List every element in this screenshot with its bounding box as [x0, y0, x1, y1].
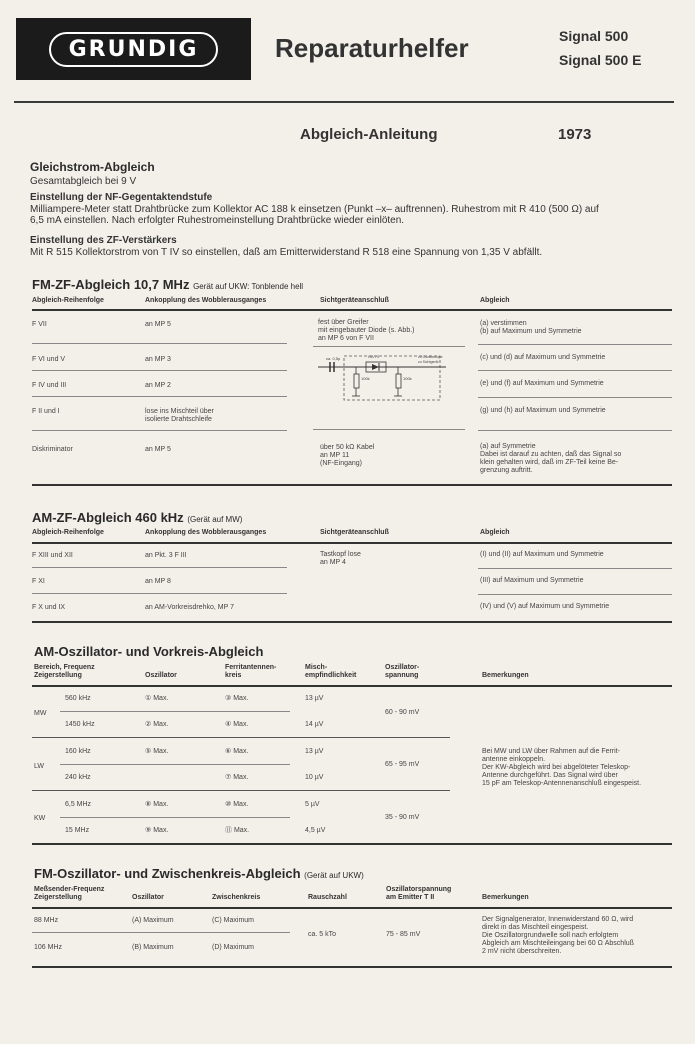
am-osc-band-lw: LW: [34, 763, 44, 770]
am-zf-row-seq: F X und IX: [32, 604, 66, 611]
header-rule: [14, 101, 674, 103]
year: 1973: [558, 126, 592, 143]
fm-zf-row-coupling: an MP 3: [145, 356, 171, 363]
am-osc-title: AM-Oszillator- und Vorkreis-Abgleich: [34, 644, 264, 659]
fm-osc-header-osc: Oszillator: [132, 894, 164, 901]
am-osc-row-osc: ⑧ Max.: [145, 801, 169, 808]
fm-zf-note: Gerät auf UKW: Tonblende hell: [193, 282, 304, 291]
am-zf-row-adjust: (III) auf Maximum und Symmetrie: [480, 577, 584, 584]
model-name-2: Signal 500 E: [559, 52, 642, 68]
model-name-1: Signal 500: [559, 28, 629, 44]
fm-zf-row-seq: Diskriminator: [32, 446, 73, 453]
fm-osc-header-noise: Rauschzahl: [308, 894, 347, 901]
am-zf-row-coupling: an MP 8: [145, 578, 171, 585]
am-osc-row-ferrit: ④ Max.: [225, 721, 249, 728]
fm-osc-title-text: FM-Oszillator- und Zwischenkreis-Abgleich: [34, 866, 301, 881]
am-osc-header-voltage: Oszillator- spannung: [385, 664, 420, 679]
am-zf-note: (Gerät auf MW): [187, 515, 243, 524]
fm-osc-row-freq: 106 MHz: [34, 944, 63, 951]
am-zf-title-text: AM-ZF-Abgleich 460 kHz: [32, 510, 184, 525]
am-zf-row-seq: F XI: [32, 578, 45, 585]
fm-osc-row-osc: (B) Maximum: [132, 944, 174, 951]
am-zf-row-coupling: an Pkt. 3 F III: [145, 552, 187, 559]
diagram-cap-label: ca. 0,5p: [326, 356, 341, 361]
am-zf-header-adjust: Abgleich: [480, 529, 510, 536]
am-osc-row-osc: ② Max.: [145, 721, 169, 728]
resistor-2-label: 100k: [403, 376, 412, 381]
document-title: Reparaturhelfer: [275, 33, 469, 63]
fm-osc-header-rule: [32, 907, 672, 909]
am-osc-voltage-kw: 35 - 90 mV: [385, 814, 420, 821]
fm-osc-row-inter: (C) Maximum: [212, 917, 254, 924]
am-osc-row-freq: 6,5 MHz: [65, 801, 92, 808]
fm-zf-row-rule: [313, 429, 465, 430]
am-osc-row-osc: ⑨ Max.: [145, 827, 169, 834]
am-zf-bottom-rule: [32, 621, 672, 623]
am-osc-header-ferrit: Ferritantennen- kreis: [225, 664, 277, 679]
am-zf-row-adjust: (I) und (II) auf Maximum und Symmetrie: [480, 551, 604, 558]
fm-zf-row-adjust: (a) auf Symmetrie Dabei ist darauf zu achten, daß das Signal so klein gehalten wird, daß im ZF-Teil keine Be- grenzung auftritt.: [480, 443, 622, 474]
am-osc-header-freq: Bereich, Frequenz Zeigerstellung: [34, 664, 95, 679]
diagram-diode-label: OA 70: [368, 354, 380, 359]
fm-zf-row-rule: [478, 344, 672, 345]
am-zf-row-rule: [32, 593, 287, 594]
diagram-output-label: zu Oszilloscope: [418, 355, 443, 359]
am-zf-row-coupling: an AM-Vorkreisdrehko, MP 7: [145, 604, 234, 611]
am-osc-header-rule: [32, 685, 672, 687]
dc-subtitle: Gesamtabgleich bei 9 V: [30, 176, 137, 187]
am-zf-header-rule: [32, 542, 672, 544]
am-zf-row-rule: [478, 594, 672, 595]
am-osc-band-kw: KW: [34, 815, 46, 822]
resistor-2: [396, 374, 401, 388]
fm-osc-header-inter: Zwischenkreis: [212, 894, 261, 901]
fm-osc-voltage: 75 - 85 mV: [386, 931, 421, 938]
fm-osc-note: (Gerät auf UKW): [304, 871, 364, 880]
fm-zf-title: [32, 277, 303, 292]
fm-osc-header-voltage: Oszillatorspannung am Emitter T II: [386, 886, 452, 901]
am-zf-header-scope: Sichtgeräteanschluß: [320, 529, 389, 536]
fm-osc-bottom-rule: [32, 966, 672, 968]
fm-zf-header-adjust: Abgleich: [480, 297, 510, 304]
am-zf-header-coupling: Ankopplung des Wobblerausganges: [145, 529, 267, 536]
fm-zf-header-scope: Sichtgeräteanschluß: [320, 297, 389, 304]
nf-text-1: Milliampere-Meter statt Drahtbrücke zum Kollektor AC 188 k einsetzen (Punkt –x– auftrennen). Ruhestrom mit R 410 (500 Ω) auf: [30, 204, 599, 215]
fm-osc-row-osc: (A) Maximum: [132, 917, 174, 924]
fm-zf-title-text: FM-ZF-Abgleich 10,7 MHz: [32, 277, 190, 292]
am-osc-header-remarks: Bemerkungen: [482, 672, 529, 679]
brand-name: GRUNDIG: [49, 32, 219, 67]
am-osc-row-sens: 4,5 µV: [305, 827, 326, 834]
am-osc-row-sens: 5 µV: [305, 801, 320, 808]
fm-zf-row-rule: [32, 343, 287, 344]
fm-zf-row-coupling: an MP 5: [145, 446, 171, 453]
am-osc-row-sens: 13 µV: [305, 695, 324, 702]
fm-osc-header-remarks: Bemerkungen: [482, 894, 529, 901]
am-osc-row-rule: [60, 764, 290, 765]
fm-zf-row-scope: über 50 kΩ Kabel an MP 11 (NF-Eingang): [320, 444, 375, 467]
zf-text: Mit R 515 Kollektorstrom von T IV so einstellen, daß am Emitterwiderstand R 518 eine Spannung von 1,35 V abfällt.: [30, 247, 543, 258]
fm-zf-header-coupling: Ankopplung des Wobblerausganges: [145, 297, 267, 304]
diode-probe-diagram: [316, 350, 450, 408]
fm-zf-header-rule: [32, 309, 672, 311]
am-osc-row-freq: 15 MHz: [65, 827, 90, 834]
fm-zf-bottom-rule: [32, 484, 672, 486]
fm-zf-row-rule: [32, 396, 287, 397]
am-osc-row-osc: ⑤ Max.: [145, 748, 169, 755]
fm-osc-row-rule: [32, 932, 290, 933]
fm-osc-title: [34, 866, 364, 881]
am-osc-row-osc: ① Max.: [145, 695, 169, 702]
nf-title: Einstellung der NF-Gegentaktendstufe: [30, 192, 213, 203]
nf-text-2: 6,5 mA einstellen. Nach erfolgter Ruhestromeinstellung Drahtbrücke wieder einlöten.: [30, 215, 405, 226]
fm-zf-row-adjust: (e) und (f) auf Maximum und Symmetrie: [480, 380, 604, 387]
am-osc-header-sens: Misch- empfindlichkeit: [305, 664, 357, 679]
am-osc-voltage-lw: 65 - 95 mV: [385, 761, 420, 768]
am-osc-row-sens: 10 µV: [305, 774, 324, 781]
am-osc-group-rule: [32, 790, 450, 791]
am-osc-row-ferrit: ⑪ Max.: [225, 827, 250, 834]
am-osc-row-freq: 240 kHz: [65, 774, 91, 781]
subtitle: Abgleich-Anleitung: [300, 126, 438, 143]
zf-title: Einstellung des ZF-Verstärkers: [30, 235, 177, 246]
fm-zf-row-rule: [478, 397, 672, 398]
fm-zf-row-seq: F II und I: [32, 408, 60, 415]
resistor-1: [354, 374, 359, 388]
am-osc-row-rule: [60, 817, 290, 818]
fm-zf-row-scope: fest über Greifer mit eingebauter Diode (s. Abb.) an MP 6 von F VII: [318, 319, 415, 342]
am-osc-voltage-mw: 60 - 90 mV: [385, 709, 420, 716]
fm-osc-row-freq: 88 MHz: [34, 917, 59, 924]
fm-osc-noise: ca. 5 kTo: [308, 931, 337, 938]
fm-zf-row-seq: F VII: [32, 321, 47, 328]
fm-zf-row-rule: [478, 370, 672, 371]
am-osc-row-ferrit: ⑥ Max.: [225, 748, 249, 755]
am-zf-row-adjust: (IV) und (V) auf Maximum und Symmetrie: [480, 603, 610, 610]
am-osc-row-freq: 560 kHz: [65, 695, 91, 702]
fm-zf-row-rule: [478, 430, 672, 431]
fm-zf-row-adjust: (a) verstimmen (b) auf Maximum und Symmetrie: [480, 320, 582, 335]
fm-zf-row-coupling: lose ins Mischteil über isolierte Drahtschleife: [145, 408, 214, 423]
am-zf-header-seq: Abgleich-Reihenfolge: [32, 529, 104, 536]
am-osc-row-freq: 1450 kHz: [65, 721, 95, 728]
am-osc-band-mw: MW: [34, 710, 47, 717]
diode-symbol: [372, 364, 379, 370]
am-osc-row-sens: 13 µV: [305, 748, 324, 755]
fm-zf-row-seq: F VI und V: [32, 356, 66, 363]
am-zf-row-scope: Tastkopf lose an MP 4: [320, 551, 361, 566]
fm-zf-header-seq: Abgleich-Reihenfolge: [32, 297, 104, 304]
fm-zf-row-rule: [313, 346, 465, 347]
am-zf-row-seq: F XIII und XII: [32, 552, 73, 559]
am-osc-group-rule: [32, 737, 450, 738]
dc-title: Gleichstrom-Abgleich: [30, 160, 155, 174]
grundig-logo: [16, 18, 251, 80]
am-osc-header-osc: Oszillator: [145, 672, 177, 679]
am-osc-row-sens: 14 µV: [305, 721, 324, 728]
fm-zf-row-rule: [32, 370, 287, 371]
fm-osc-row-inter: (D) Maximum: [212, 944, 254, 951]
fm-zf-row-seq: F IV und III: [32, 382, 67, 389]
am-osc-row-ferrit: ③ Max.: [225, 695, 249, 702]
fm-zf-row-coupling: an MP 5: [145, 321, 171, 328]
am-osc-bottom-rule: [32, 843, 672, 845]
am-osc-remarks: Bei MW und LW über Rahmen auf die Ferrit- antenne einkoppeln. Der KW-Abgleich wird bei abgelöteter Teleskop- Antenne durchgeführt. Das Signal wird über 15 pF am Teleskop-Antennenanschluß eingespeist.: [482, 748, 642, 787]
am-osc-row-ferrit: ⑩ Max.: [225, 801, 249, 808]
am-zf-row-rule: [478, 568, 672, 569]
fm-zf-row-coupling: an MP 2: [145, 382, 171, 389]
fm-zf-row-adjust: (c) und (d) auf Maximum und Symmetrie: [480, 354, 606, 361]
fm-zf-row-rule: [32, 430, 287, 431]
diagram-output-label-2: zu Sichtgerät: [418, 360, 439, 364]
am-zf-row-rule: [32, 567, 287, 568]
am-osc-row-freq: 160 kHz: [65, 748, 91, 755]
am-osc-row-rule: [60, 711, 290, 712]
fm-osc-header-freq: Meßsender-Frequenz Zeigerstellung: [34, 886, 105, 901]
am-zf-title: [32, 510, 242, 525]
fm-osc-remarks: Der Signalgenerator, Innenwiderstand 60 Ω, wird direkt in das Mischteil eingespeist. Die Oszillatorgrundwelle soll nach erfolgtem Abgleich am Mischteileingang bei 60 Ω Abschluß 2 mV nicht überschreiten.: [482, 916, 634, 955]
fm-zf-row-adjust: (g) und (h) auf Maximum und Symmetrie: [480, 407, 606, 414]
am-osc-row-ferrit: ⑦ Max.: [225, 774, 249, 781]
resistor-1-label: 100k: [361, 376, 370, 381]
